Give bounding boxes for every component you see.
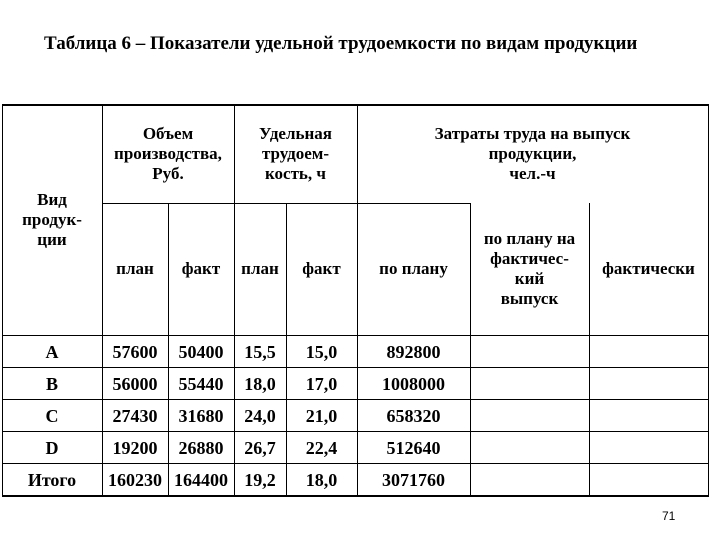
table-title: Таблица 6 – Показатели удельной трудоемкости по видам продукции bbox=[44, 33, 638, 54]
cell-labor-plan: 1008000 bbox=[382, 373, 445, 394]
cell-volume-plan: 56000 bbox=[112, 373, 158, 394]
cell-intensity-plan: 26,7 bbox=[244, 437, 276, 458]
cell-intensity-plan: 24,0 bbox=[244, 405, 276, 426]
cell-volume-fact: 55440 bbox=[178, 373, 224, 394]
cell-intensity-fact: 21,0 bbox=[305, 405, 338, 426]
header-product: Вид продук- ции bbox=[22, 190, 82, 249]
cell-labor-plan: 658320 bbox=[386, 405, 441, 426]
cell-volume-plan: 19200 bbox=[112, 437, 158, 458]
cell-labor-plan: 892800 bbox=[386, 341, 441, 362]
table-border-bottom bbox=[2, 495, 709, 497]
header-intensity-fact: факт bbox=[302, 259, 341, 278]
page-number: 71 bbox=[662, 509, 676, 523]
cell-volume-plan: 27430 bbox=[112, 405, 158, 426]
cell-product: B bbox=[45, 373, 58, 394]
cell-product: D bbox=[45, 437, 59, 458]
header-intensity-plan: план bbox=[241, 259, 279, 278]
cell-volume-fact: 164400 bbox=[174, 469, 228, 490]
cell-intensity-plan: 15,5 bbox=[244, 341, 276, 362]
cell-intensity-fact: 22,4 bbox=[305, 437, 338, 458]
header-volume: Объем производства, Руб. bbox=[114, 123, 222, 183]
cell-volume-plan: 57600 bbox=[112, 341, 158, 362]
cell-total-label: Итого bbox=[27, 469, 77, 490]
header-labor-actual: фактически bbox=[602, 259, 695, 278]
header-volume-fact: факт bbox=[181, 259, 221, 278]
header-labor-costs: Затраты труда на выпуск продукции, чел.-ч bbox=[434, 123, 631, 183]
table-border-right bbox=[708, 104, 709, 497]
cell-volume-fact: 26880 bbox=[178, 437, 224, 458]
header-labor-plan: по плану bbox=[379, 259, 448, 278]
cell-intensity-plan: 19,2 bbox=[244, 469, 276, 490]
cell-product: A bbox=[45, 341, 59, 362]
cell-product: C bbox=[45, 405, 59, 426]
cell-volume-plan: 160230 bbox=[108, 469, 162, 490]
header-labor-intensity: Удельная трудоем- кость, ч bbox=[258, 123, 332, 183]
cell-labor-plan: 512640 bbox=[386, 437, 441, 458]
cell-labor-plan: 3071760 bbox=[382, 469, 445, 490]
cell-intensity-fact: 18,0 bbox=[305, 469, 338, 490]
cell-volume-fact: 31680 bbox=[178, 405, 224, 426]
header-labor-plan-on-actual: по плану на фактичес- кий выпуск bbox=[483, 229, 576, 308]
cell-intensity-fact: 17,0 bbox=[305, 373, 338, 394]
header-volume-plan: план bbox=[116, 259, 154, 278]
cell-volume-fact: 50400 bbox=[178, 341, 224, 362]
cell-intensity-fact: 15,0 bbox=[305, 341, 338, 362]
cell-intensity-plan: 18,0 bbox=[244, 373, 276, 394]
